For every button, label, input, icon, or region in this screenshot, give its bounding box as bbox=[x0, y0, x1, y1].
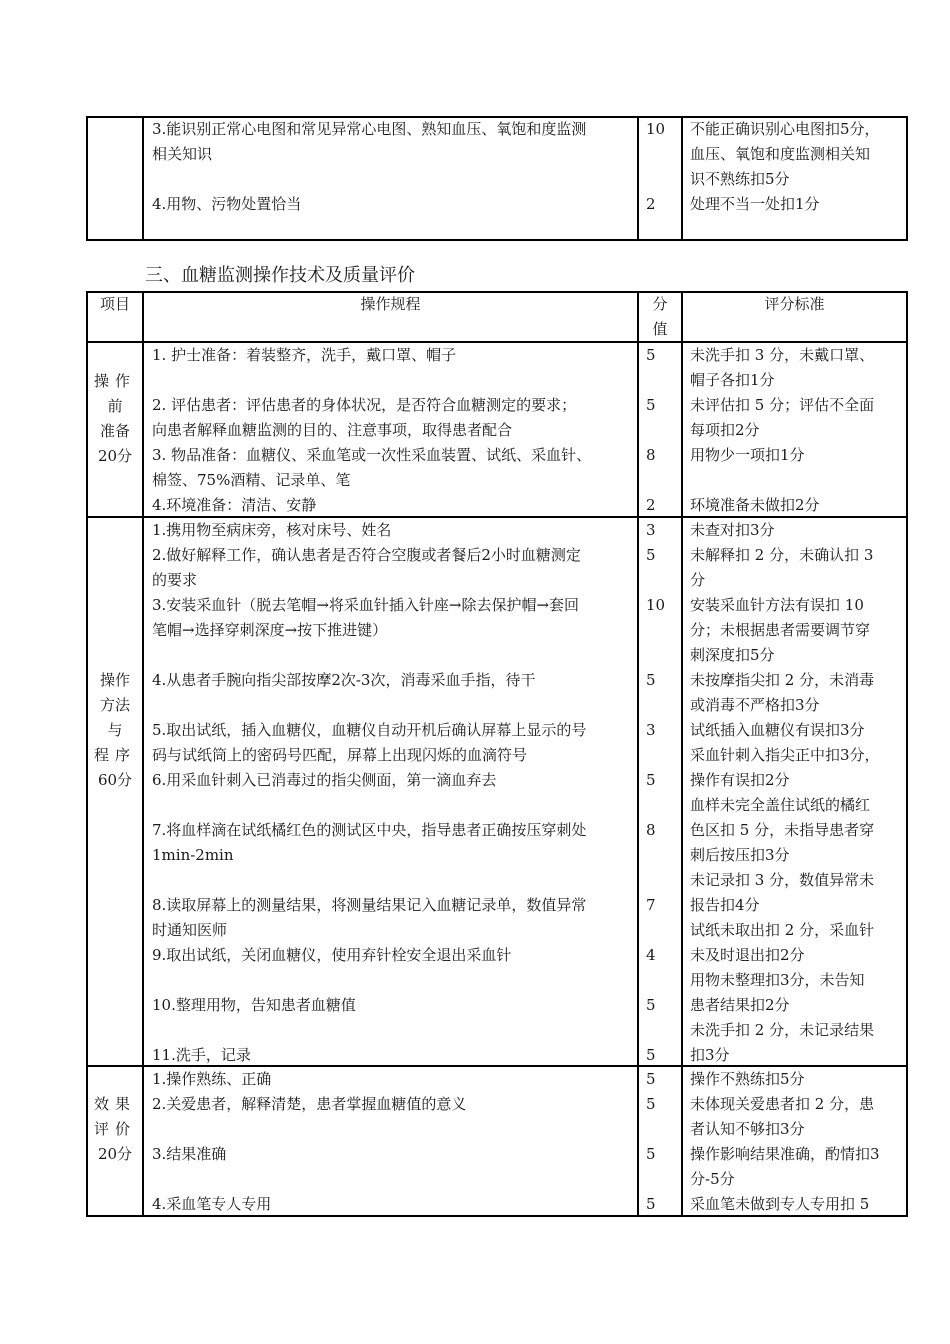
score-cell: 5 bbox=[646, 671, 656, 689]
criteria-text: 报告扣4分 bbox=[690, 896, 760, 914]
table-border bbox=[142, 291, 144, 1217]
criteria-text: 刺深度扣5分 bbox=[690, 646, 775, 664]
criteria-text: 用物少一项扣1分 bbox=[690, 446, 805, 464]
item-label: 程序 bbox=[93, 746, 136, 764]
score-cell: 5 bbox=[646, 1195, 656, 1213]
procedure-text: 10.整理用物，告知患者血糖值 bbox=[152, 996, 356, 1014]
item-label: 效果 bbox=[93, 1095, 136, 1113]
item-label: 操作 bbox=[99, 671, 130, 689]
criteria-text: 未查对扣3分 bbox=[690, 521, 775, 539]
criteria-text: 用物未整理扣3分，未告知 bbox=[690, 971, 865, 989]
criteria-text: 分-5分 bbox=[690, 1170, 735, 1188]
score-cell: 10 bbox=[646, 596, 666, 614]
procedure-text: 1. 护士准备：着装整齐，洗手，戴口罩、帽子 bbox=[152, 346, 457, 364]
procedure-text: 4.采血笔专人专用 bbox=[152, 1195, 272, 1213]
table-border bbox=[86, 116, 88, 241]
criteria-text: 分；未根据患者需要调节穿 bbox=[690, 621, 871, 639]
criteria-text: 血样未完全盖住试纸的橘红 bbox=[690, 796, 871, 814]
criteria-text: 试纸未取出扣 2 分，采血针 bbox=[690, 921, 875, 939]
table-border bbox=[86, 239, 908, 241]
score-cell: 8 bbox=[646, 821, 656, 839]
score-cell: 5 bbox=[646, 771, 656, 789]
criteria-text: 操作影响结果准确，酌情扣3 bbox=[690, 1145, 880, 1163]
procedure-text: 2.关爱患者，解释清楚，患者掌握血糖值的意义 bbox=[152, 1095, 467, 1113]
criteria-text: 操作有误扣2分 bbox=[690, 771, 790, 789]
table-border bbox=[681, 291, 683, 1217]
item-label: 60分 bbox=[97, 771, 133, 789]
procedure-text: 3.安装采血针（脱去笔帽→将采血针插入针座→除去保护帽→套回 bbox=[152, 596, 580, 614]
item-label: 20分 bbox=[97, 1145, 133, 1163]
criteria-text: 血压、氧饱和度监测相关知 bbox=[690, 145, 871, 163]
header-procedure: 操作规程 bbox=[360, 295, 421, 313]
criteria-text: 不能正确识别心电图扣5分， bbox=[690, 120, 880, 138]
header-item: 项目 bbox=[99, 295, 130, 313]
criteria-text: 未及时退出扣2分 bbox=[690, 946, 805, 964]
score-cell: 4 bbox=[646, 946, 656, 964]
header-criteria: 评分标准 bbox=[764, 295, 825, 313]
procedure-text: 3.结果准确 bbox=[152, 1145, 227, 1163]
score-cell: 7 bbox=[646, 896, 656, 914]
procedure-text: 9.取出试纸，关闭血糖仪，使用弃针栓安全退出采血针 bbox=[152, 946, 512, 964]
criteria-text: 未按摩指尖扣 2 分，未消毒 bbox=[690, 671, 875, 689]
procedure-text: 2.做好解释工作，确认患者是否符合空腹或者餐后2小时血糖测定 bbox=[152, 546, 581, 564]
procedure-text: 7.将血样滴在试纸橘红色的测试区中央，指导患者正确按压穿刺处 bbox=[152, 821, 587, 839]
criteria-text: 者认知不够扣3分 bbox=[690, 1120, 805, 1138]
score-cell: 5 bbox=[646, 396, 656, 414]
score-cell: 5 bbox=[646, 996, 656, 1014]
criteria-text: 环境准备未做扣2分 bbox=[690, 496, 820, 514]
item-label: 20分 bbox=[97, 447, 133, 465]
score-cell: 3 bbox=[646, 521, 656, 539]
item-label: 与 bbox=[107, 721, 123, 739]
criteria-text: 或消毒不严格扣3分 bbox=[690, 696, 820, 714]
criteria-text: 未洗手扣 3 分，未戴口罩、 bbox=[690, 346, 875, 364]
procedure-text: 向患者解释血糖监测的目的、注意事项，取得患者配合 bbox=[152, 421, 513, 439]
procedure-text: 1.携用物至病床旁，核对床号、姓名 bbox=[152, 521, 392, 539]
header-score: 分 bbox=[652, 295, 668, 313]
score-cell: 5 bbox=[646, 1095, 656, 1113]
procedure-text: 4.环境准备：清洁、安静 bbox=[152, 496, 317, 514]
criteria-text: 患者结果扣2分 bbox=[690, 996, 790, 1014]
procedure-text: 6.用采血针刺入已消毒过的指尖侧面，第一滴血弃去 bbox=[152, 771, 497, 789]
procedure-text: 棉签、75%酒精、记录单、笔 bbox=[152, 471, 351, 489]
procedure-text: 4.从患者手腕向指尖部按摩2次-3次，消毒采血手指，待干 bbox=[152, 671, 536, 689]
table-border bbox=[637, 116, 639, 241]
criteria-text: 未解释扣 2 分，未确认扣 3 bbox=[690, 546, 874, 564]
score-cell: 5 bbox=[646, 1070, 656, 1088]
item-label: 操作 bbox=[93, 372, 136, 390]
section-title: 三、血糖监测操作技术及质量评价 bbox=[145, 265, 415, 286]
procedure-text: 5.取出试纸，插入血糖仪，血糖仪自动开机后确认屏幕上显示的号 bbox=[152, 721, 587, 739]
criteria-text: 试纸插入血糖仪有误扣3分 bbox=[690, 721, 865, 739]
score-cell: 5 bbox=[646, 546, 656, 564]
procedure-text: 2. 评估患者：评估患者的身体状况，是否符合血糖测定的要求； bbox=[152, 396, 577, 414]
criteria-text: 分 bbox=[690, 571, 706, 589]
score-cell: 8 bbox=[646, 446, 656, 464]
item-label: 前 bbox=[107, 397, 123, 415]
score-cell: 3 bbox=[646, 721, 656, 739]
table-border bbox=[906, 291, 908, 1217]
criteria-text: 操作不熟练扣5分 bbox=[690, 1070, 805, 1088]
criteria-text: 未体现关爱患者扣 2 分，患 bbox=[690, 1095, 875, 1113]
item-label: 方法 bbox=[99, 696, 130, 714]
item-label: 评价 bbox=[93, 1120, 136, 1138]
criteria-text: 采血笔未做到专人专用扣 5 bbox=[690, 1195, 870, 1213]
criteria-text: 未评估扣 5 分；评估不全面 bbox=[690, 396, 875, 414]
score-cell: 2 bbox=[646, 195, 656, 213]
procedure-text: 1min-2min bbox=[152, 846, 234, 864]
criteria-text: 帽子各扣1分 bbox=[690, 371, 775, 389]
criteria-text: 安装采血针方法有误扣 10 bbox=[690, 596, 864, 614]
criteria-text: 刺后按压扣3分 bbox=[690, 846, 790, 864]
score-cell: 5 bbox=[646, 1145, 656, 1163]
item-label: 准备 bbox=[99, 422, 130, 440]
procedure-text: 3. 物品准备：血糖仪、采血笔或一次性采血装置、试纸、采血针、 bbox=[152, 446, 592, 464]
procedure-text: 1.操作熟练、正确 bbox=[152, 1070, 272, 1088]
score-cell: 5 bbox=[646, 346, 656, 364]
procedure-text: 码与试纸筒上的密码号匹配，屏幕上出现闪烁的血滴符号 bbox=[152, 746, 528, 764]
table-border bbox=[637, 291, 639, 1217]
criteria-text: 识不熟练扣5分 bbox=[690, 170, 790, 188]
score-cell: 5 bbox=[646, 1046, 656, 1064]
score-cell: 2 bbox=[646, 496, 656, 514]
criteria-text: 未记录扣 3 分，数值异常未 bbox=[690, 871, 875, 889]
procedure-text: 3.能识别正常心电图和常见异常心电图、熟知血压、氧饱和度监测 bbox=[152, 120, 587, 138]
criteria-text: 处理不当一处扣1分 bbox=[690, 195, 820, 213]
table-border bbox=[681, 116, 683, 241]
procedure-text: 4.用物、污物处置恰当 bbox=[152, 195, 302, 213]
procedure-text: 的要求 bbox=[152, 571, 198, 589]
criteria-text: 未洗手扣 2 分，未记录结果 bbox=[690, 1021, 875, 1039]
procedure-text: 时通知医师 bbox=[152, 921, 228, 939]
score-cell: 10 bbox=[646, 120, 666, 138]
criteria-text: 采血针刺入指尖正中扣3分， bbox=[690, 746, 880, 764]
procedure-text: 11.洗手，记录 bbox=[152, 1046, 251, 1064]
table-border bbox=[906, 116, 908, 241]
procedure-text: 8.读取屏幕上的测量结果，将测量结果记入血糖记录单，数值异常 bbox=[152, 896, 587, 914]
header-score: 值 bbox=[652, 320, 668, 338]
criteria-text: 扣3分 bbox=[690, 1046, 730, 1064]
criteria-text: 每项扣2分 bbox=[690, 421, 760, 439]
table-border bbox=[142, 116, 144, 241]
procedure-text: 笔帽→选择穿刺深度→按下推进键） bbox=[152, 621, 388, 639]
procedure-text: 相关知识 bbox=[152, 145, 213, 163]
criteria-text: 色区扣 5 分，未指导患者穿 bbox=[690, 821, 875, 839]
